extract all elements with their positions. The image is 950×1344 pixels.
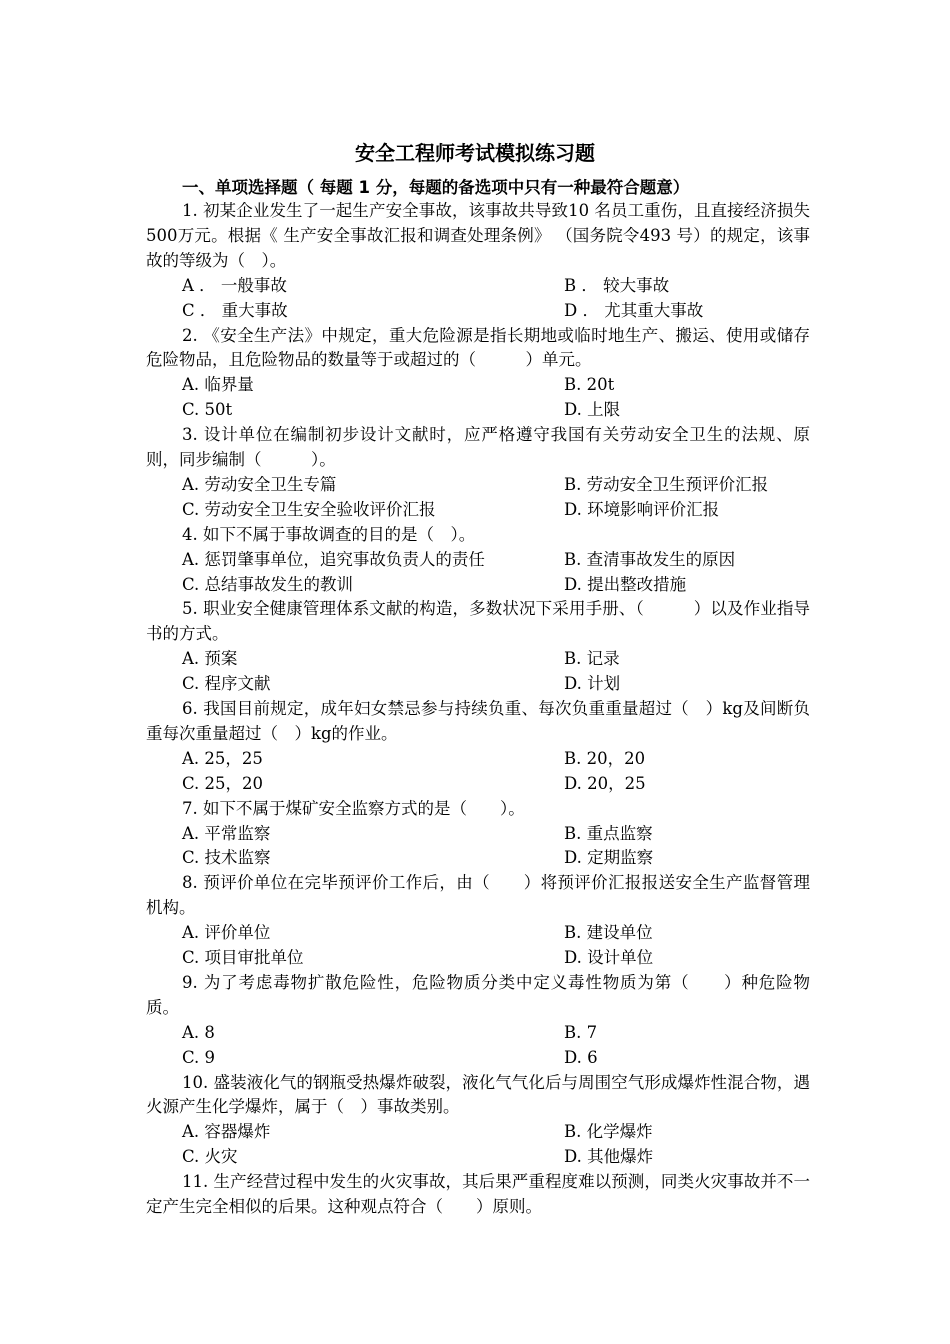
options-10 xyxy=(146,1120,810,1170)
option-3-b: B. 劳动安全卫生预评价汇报 xyxy=(564,474,769,494)
option-10-a: A. 容器爆炸 xyxy=(182,1122,271,1142)
option-10-b: B. 化学爆炸 xyxy=(564,1122,653,1142)
option-7-b: B. 重点监察 xyxy=(564,823,653,843)
option-1-b: B ． 较大事故 xyxy=(564,275,670,295)
page-title: 安全工程师考试模拟练习题 xyxy=(355,141,595,165)
option-4-b: B. 查清事故发生的原因 xyxy=(564,549,736,569)
question-7: 7. 如下不属于煤矿安全监察方式的是（ ）。 xyxy=(182,798,525,818)
options-2 xyxy=(146,373,810,423)
question-3: 3. 设计单位在编制初步设计文献时，应严格遵守我国有关劳动安全卫生的法规、原则，同步编制（ ）。 xyxy=(146,425,810,470)
question-8: 8. 预评价单位在完毕预评价工作后，由（ ）将预评价汇报报送安全生产监督管理机构。 xyxy=(146,873,810,918)
option-4-d: D. 提出整改措施 xyxy=(564,574,687,594)
question-9: 9. 为了考虑毒物扩散危险性，危险物质分类中定义毒性物质为第（ ）种危险物质。 xyxy=(146,972,810,1017)
options-6 xyxy=(146,747,810,797)
options-8 xyxy=(146,921,810,971)
option-9-a: A. 8 xyxy=(182,1022,215,1042)
option-9-b: B. 7 xyxy=(564,1022,598,1042)
options-5 xyxy=(146,647,810,697)
question-2: 2. 《安全生产法》中规定，重大危险源是指长期地或临时地生产、搬运、使用或储存危险物品，且危险物品的数量等于或超过的（ ）单元。 xyxy=(146,325,810,370)
option-7-c: C. 技术监察 xyxy=(182,848,271,868)
option-10-c: C. 火灾 xyxy=(182,1147,238,1167)
option-5-c: C. 程序文献 xyxy=(182,674,271,694)
option-5-d: D. 计划 xyxy=(564,674,621,694)
options-3 xyxy=(146,473,810,523)
option-8-c: C. 项目审批单位 xyxy=(182,948,304,968)
question-4: 4. 如下不属于事故调查的目的是（ ）。 xyxy=(182,524,476,544)
option-7-d: D. 定期监察 xyxy=(564,848,654,868)
option-1-d: D ． 尤其重大事故 xyxy=(564,300,704,320)
option-6-b: B. 20，20 xyxy=(564,748,646,768)
option-2-c: C. 50t xyxy=(182,400,233,420)
question-list xyxy=(146,199,810,1220)
option-7-a: A. 平常监察 xyxy=(182,823,271,843)
option-6-c: C. 25，20 xyxy=(182,773,264,793)
option-10-d: D. 其他爆炸 xyxy=(564,1147,654,1167)
option-2-a: A. 临界量 xyxy=(182,375,254,395)
option-1-a: A ． 一般事故 xyxy=(182,275,287,295)
question-1: 1. 初某企业发生了一起生产安全事故，该事故共导致10 名员工重伤，且直接经济损失500万元。根据《 生产安全事故汇报和调查处理条例》 （国务院令493 号）的规定，该事故的等级为（ ）。 xyxy=(146,201,810,270)
option-9-c: C. 9 xyxy=(182,1047,216,1067)
option-2-d: D. 上限 xyxy=(564,400,621,420)
option-8-d: D. 设计单位 xyxy=(564,948,654,968)
options-4 xyxy=(146,548,810,598)
option-4-a: A. 惩罚肇事单位，追究事故负责人的责任 xyxy=(182,549,485,569)
option-1-c: C ． 重大事故 xyxy=(182,300,288,320)
options-7 xyxy=(146,822,810,872)
option-6-d: D. 20，25 xyxy=(564,773,646,793)
options-9 xyxy=(146,1021,810,1071)
question-5: 5. 职业安全健康管理体系文献的构造，多数状况下采用手册、（ ）以及作业指导书的方式。 xyxy=(146,599,810,644)
section-heading: 一、单项选择题（ 每题 1 分，每题的备选项中只有一种最符合题意） xyxy=(182,178,690,197)
option-5-b: B. 记录 xyxy=(564,649,620,669)
question-11: 11. 生产经营过程中发生的火灾事故，其后果严重程度难以预测，同类火灾事故并不一定产生完全相似的后果。这种观点符合（ ）原则。 xyxy=(146,1172,810,1217)
question-6: 6. 我国目前规定，成年妇女禁忌参与持续负重、每次负重重量超过（ ）kg及间断负重每次重量超过（ ）kg的作业。 xyxy=(146,699,810,743)
option-9-d: D. 6 xyxy=(564,1047,598,1067)
option-3-a: A. 劳动安全卫生专篇 xyxy=(182,474,337,494)
option-5-a: A. 预案 xyxy=(182,649,238,669)
option-2-b: B. 20t xyxy=(564,375,615,395)
options-1 xyxy=(146,274,810,324)
option-3-c: C. 劳动安全卫生安全验收评价汇报 xyxy=(182,499,436,519)
option-4-c: C. 总结事故发生的教训 xyxy=(182,574,354,594)
option-8-b: B. 建设单位 xyxy=(564,923,653,943)
option-8-a: A. 评价单位 xyxy=(182,923,271,943)
question-10: 10. 盛装液化气的钢瓶受热爆炸破裂，液化气气化后与周围空气形成爆炸性混合物，遇火源产生化学爆炸，属于（ ）事故类别。 xyxy=(146,1072,810,1117)
option-6-a: A. 25，25 xyxy=(182,748,263,768)
option-3-d: D. 环境影响评价汇报 xyxy=(564,499,720,519)
